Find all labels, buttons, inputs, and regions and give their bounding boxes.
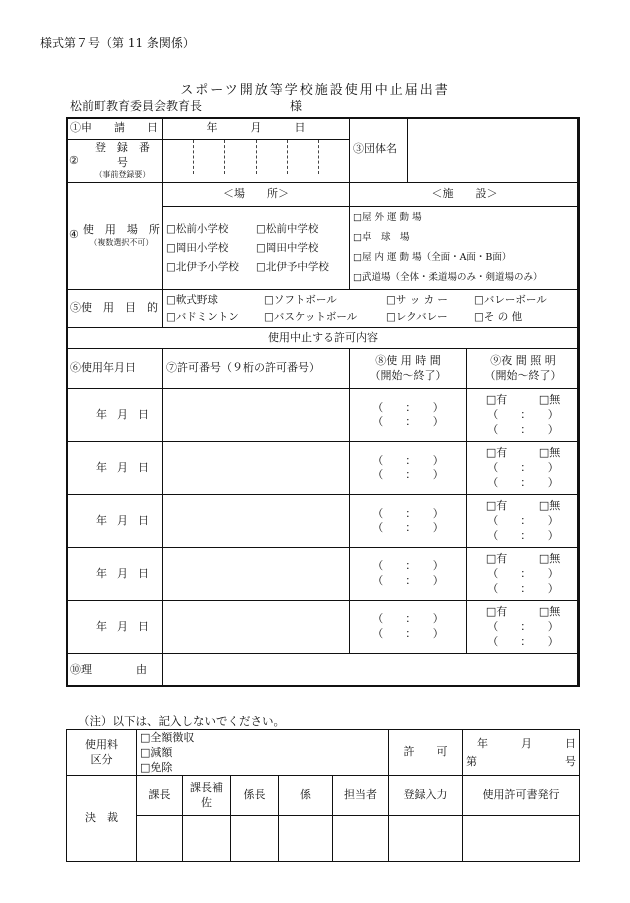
column-use-date: ⑥使用年月日 xyxy=(67,348,163,389)
time-line: （ ： ） xyxy=(487,634,559,648)
approval-stamp-box[interactable] xyxy=(183,816,231,862)
night-yes-checkbox[interactable]: □有 xyxy=(485,499,508,513)
entry-night-lighting[interactable] xyxy=(467,389,580,442)
entry-permit-number[interactable] xyxy=(163,495,350,548)
entry-date[interactable]: 年月日 xyxy=(67,495,163,548)
time-line: （ ： ） xyxy=(372,400,444,414)
purpose-option[interactable]: □ソフトボール xyxy=(264,293,337,306)
entry-time[interactable] xyxy=(350,495,467,548)
entry-time[interactable] xyxy=(350,389,467,442)
approval-column-header: 登録入力 xyxy=(389,776,463,816)
fee-option[interactable]: □減額 xyxy=(140,746,173,759)
night-no-checkbox[interactable]: □無 xyxy=(538,393,561,407)
reg-digit-box[interactable] xyxy=(194,140,225,174)
fee-category-label-line2: 区分 xyxy=(90,752,113,766)
fee-category-label xyxy=(67,730,137,776)
time-line: （ ： ） xyxy=(487,475,559,489)
approval-column-header: 担当者 xyxy=(333,776,389,816)
purpose-option[interactable]: □サ ッ カ ー xyxy=(386,293,448,306)
approval-column-header: 課長 xyxy=(137,776,183,816)
entry-row xyxy=(67,601,580,654)
entry-time[interactable] xyxy=(350,548,467,601)
reg-digit-box[interactable] xyxy=(163,140,194,174)
office-use-table xyxy=(66,729,580,862)
registration-label: 登 録 番 号 xyxy=(94,140,161,169)
night-yes-checkbox[interactable]: □有 xyxy=(485,393,508,407)
addressee: 松前町教育委員会教育長 xyxy=(70,99,203,113)
time-line: （ ： ） xyxy=(372,559,444,573)
time-line: （ ： ） xyxy=(372,506,444,520)
facility-options xyxy=(350,207,580,290)
place-note: （複数選択不可） xyxy=(89,237,154,247)
approval-stamp-box[interactable] xyxy=(279,816,333,862)
time-line: （ ： ） xyxy=(372,453,444,467)
permit-number[interactable]: 第 号 xyxy=(466,754,576,768)
entry-time[interactable] xyxy=(350,442,467,495)
registration-number-mark: ② xyxy=(69,153,79,167)
time-line: （ ： ） xyxy=(487,408,559,421)
entry-night-lighting[interactable] xyxy=(467,601,580,654)
night-no-checkbox[interactable]: □無 xyxy=(538,552,561,566)
entry-date[interactable]: 年月日 xyxy=(67,389,163,442)
night-no-checkbox[interactable]: □無 xyxy=(538,605,561,619)
purpose-option[interactable]: □バスケットボール xyxy=(264,310,358,323)
entry-date[interactable]: 年月日 xyxy=(67,442,163,495)
entry-permit-number[interactable] xyxy=(163,548,350,601)
column-use-time-label: ⑧使 用 時 間 xyxy=(375,353,441,367)
column-night-lighting-label: ⑨夜 間 照 明 xyxy=(490,353,556,367)
reason-label: ⑩理 由 xyxy=(67,654,163,687)
reg-digit-box[interactable] xyxy=(257,140,288,174)
group-block xyxy=(350,118,580,183)
time-line: （ ： ） xyxy=(487,422,559,436)
fee-category-label-line1: 使用料 xyxy=(85,738,118,752)
night-yes-checkbox[interactable]: □有 xyxy=(485,446,508,460)
entry-row xyxy=(67,389,580,442)
purpose-label: ⑤使 用 目 的 xyxy=(67,289,163,328)
entry-row xyxy=(67,495,580,548)
office-use-note: （注）以下は、記入しないでください。 xyxy=(78,714,285,728)
approval-column-header: 係 xyxy=(279,776,333,816)
time-line: （ ： ） xyxy=(487,566,559,580)
application-date-field[interactable]: 年 月 日 xyxy=(163,118,350,140)
entry-night-lighting[interactable] xyxy=(467,495,580,548)
cancel-section-header: 使用中止する許可内容 xyxy=(67,328,580,348)
time-line: （ ： ） xyxy=(487,460,559,474)
form-number: 様式第７号（第 11 条関係） xyxy=(40,36,195,50)
night-no-checkbox[interactable]: □無 xyxy=(538,446,561,460)
permit-date[interactable]: 年 月 日 xyxy=(477,736,576,750)
time-line: （ ： ） xyxy=(487,528,559,542)
time-line: （ ： ） xyxy=(487,513,559,527)
purpose-options xyxy=(163,289,580,328)
entry-night-lighting[interactable] xyxy=(467,548,580,601)
facility-option[interactable]: □卓 球 場 xyxy=(353,231,410,243)
reg-digit-box[interactable] xyxy=(225,140,256,174)
time-line: （ ： ） xyxy=(372,468,444,482)
permit-date-number xyxy=(463,730,580,776)
time-line: （ ： ） xyxy=(487,619,559,633)
place-option[interactable]: □松前小学校 xyxy=(166,222,229,235)
form-title: スポーツ開放等学校施設使用中止届出書 xyxy=(180,83,450,98)
facility-option[interactable]: □武道場（全体・柔道場のみ・剣道場のみ） xyxy=(353,271,543,283)
time-line: （ ： ） xyxy=(372,627,444,641)
entry-date[interactable]: 年月日 xyxy=(67,601,163,654)
time-line: （ ： ） xyxy=(372,415,444,429)
place-number-mark: ④ xyxy=(69,228,79,242)
approval-column-header: 係長 xyxy=(231,776,279,816)
entry-permit-number[interactable] xyxy=(163,601,350,654)
place-label: 使 用 場 所 xyxy=(82,222,160,236)
fee-options xyxy=(137,730,389,776)
place-options xyxy=(163,207,350,290)
entry-permit-number[interactable] xyxy=(163,442,350,495)
purpose-option[interactable]: □そ の 他 xyxy=(474,310,523,323)
application-date-label: ①申 請 日 xyxy=(67,118,163,140)
purpose-option[interactable]: □バドミントン xyxy=(166,310,239,323)
time-line: （ ： ） xyxy=(487,581,559,595)
approval-label: 決 裁 xyxy=(67,776,137,862)
place-label-cell xyxy=(67,182,163,289)
entry-permit-number[interactable] xyxy=(163,389,350,442)
place-header: ＜場 所＞ xyxy=(163,182,350,206)
approval-stamp-box[interactable] xyxy=(231,816,279,862)
application-table xyxy=(66,117,580,687)
facility-option[interactable]: □屋 内 運 動 場（全面・A面・B面） xyxy=(353,251,512,263)
time-line: （ ： ） xyxy=(372,521,444,535)
registration-number-field[interactable] xyxy=(163,140,350,182)
purpose-option[interactable]: □バレーボール xyxy=(474,293,547,306)
purpose-option[interactable]: □軟式野球 xyxy=(166,293,218,306)
reason-field[interactable] xyxy=(163,654,580,687)
purpose-option[interactable]: □レクバレー xyxy=(386,310,448,323)
entry-time[interactable] xyxy=(350,601,467,654)
night-no-checkbox[interactable]: □無 xyxy=(538,499,561,513)
approval-column-header: 使用許可書発行 xyxy=(463,776,580,816)
group-name-field[interactable] xyxy=(408,118,579,182)
group-name-label: ③団体名 xyxy=(350,118,408,182)
approval-stamp-box[interactable] xyxy=(137,816,183,862)
place-option[interactable]: □北伊予小学校 xyxy=(166,260,239,273)
fee-option[interactable]: □免除 xyxy=(140,761,173,774)
facility-option[interactable]: □屋 外 運 動 場 xyxy=(353,211,422,223)
night-yes-checkbox[interactable]: □有 xyxy=(485,552,508,566)
honorific: 様 xyxy=(290,99,303,113)
entry-row xyxy=(67,548,580,601)
approval-column-header: 課長補佐 xyxy=(183,776,231,816)
permit-label: 許 可 xyxy=(389,730,463,776)
reg-digit-box[interactable] xyxy=(319,140,349,174)
column-night-lighting-sub: （開始～終了） xyxy=(484,368,562,382)
time-line: （ ： ） xyxy=(372,574,444,588)
place-option[interactable]: □北伊予中学校 xyxy=(256,260,329,273)
place-option[interactable]: □岡田小学校 xyxy=(166,241,229,254)
entry-date[interactable]: 年月日 xyxy=(67,548,163,601)
column-use-time xyxy=(350,348,467,389)
approval-stamp-box[interactable] xyxy=(389,816,463,862)
approval-stamp-box[interactable] xyxy=(333,816,389,862)
entry-night-lighting[interactable] xyxy=(467,442,580,495)
column-night-lighting xyxy=(467,348,580,389)
entry-row xyxy=(67,442,580,495)
reg-digit-box[interactable] xyxy=(288,140,319,174)
registration-note: （事前登録要） xyxy=(94,170,151,180)
time-line: （ ： ） xyxy=(372,612,444,626)
place-option[interactable]: □松前中学校 xyxy=(256,222,319,235)
fee-option[interactable]: □全額徴収 xyxy=(140,731,195,744)
column-use-time-sub: （開始～終了） xyxy=(369,368,447,382)
facility-header: ＜施 設＞ xyxy=(350,182,580,206)
approval-stamp-box[interactable] xyxy=(463,816,580,862)
column-permit-number: ⑦許可番号（９桁の許可番号） xyxy=(163,348,350,389)
night-yes-checkbox[interactable]: □有 xyxy=(485,605,508,619)
place-option[interactable]: □岡田中学校 xyxy=(256,241,319,254)
registration-label-cell xyxy=(67,140,163,182)
